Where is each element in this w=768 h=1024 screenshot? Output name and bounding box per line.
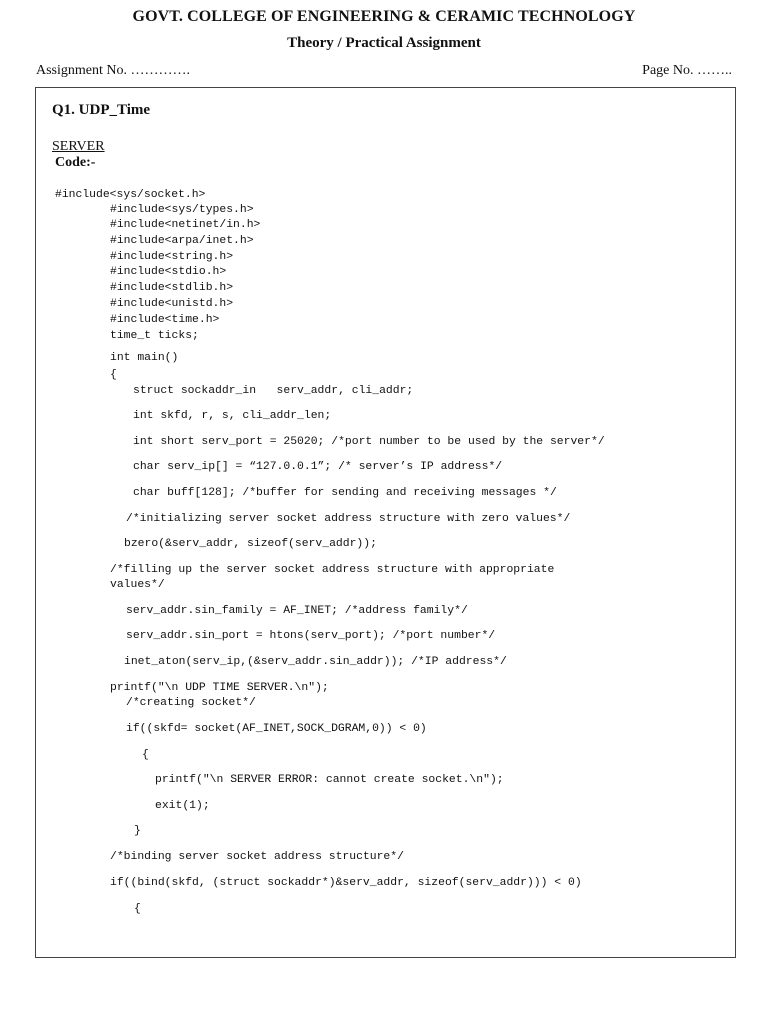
code-line: inet_aton(serv_ip,(&serv_addr.sin_addr)); /*IP address*/ (124, 656, 507, 668)
code-line: #include<string.h> (110, 251, 234, 263)
code-line: struct sockaddr_in serv_addr, cli_addr; (133, 385, 414, 397)
code-line: serv_addr.sin_family = AF_INET; /*address family*/ (126, 605, 468, 617)
code-line: #include<netinet/in.h> (110, 219, 261, 231)
question-title: Q1. UDP_Time (52, 102, 151, 118)
code-line: printf("\n UDP TIME SERVER.\n"); (110, 682, 329, 694)
page-number: Page No. …….. (642, 63, 732, 78)
code-line: #include<arpa/inet.h> (110, 235, 254, 247)
code-line: time_t ticks; (110, 330, 199, 342)
code-line: char buff[128]; /*buffer for sending and receiving messages */ (133, 487, 557, 499)
code-line: bzero(&serv_addr, sizeof(serv_addr)); (124, 538, 377, 550)
section-heading: SERVER (52, 139, 105, 154)
code-line: int short serv_port = 25020; /*port number to be used by the server*/ (133, 436, 605, 448)
code-line: { (134, 903, 141, 915)
code-line: { (110, 369, 117, 381)
code-line: printf("\n SERVER ERROR: cannot create socket.\n"); (155, 774, 504, 786)
code-line: /*creating socket*/ (126, 697, 256, 709)
college-title: GOVT. COLLEGE OF ENGINEERING & CERAMIC TECHNOLOGY (132, 8, 636, 25)
code-label: Code:- (55, 155, 96, 170)
code-line: } (134, 825, 141, 837)
code-line: #include<stdlib.h> (110, 282, 234, 294)
code-line: #include<sys/socket.h> (55, 189, 206, 201)
code-line: /*binding server socket address structure*/ (110, 851, 404, 863)
assignment-number: Assignment No. …………. (36, 63, 190, 78)
code-line: char serv_ip[] = “127.0.0.1”; /* server’s IP address*/ (133, 461, 503, 473)
assignment-type: Theory / Practical Assignment (287, 35, 481, 51)
code-line: values*/ (110, 579, 165, 591)
code-line: #include<stdio.h> (110, 266, 227, 278)
code-line: exit(1); (155, 800, 210, 812)
code-line: int skfd, r, s, cli_addr_len; (133, 410, 332, 422)
code-line: #include<sys/types.h> (110, 204, 254, 216)
code-line: int main() (110, 352, 179, 364)
code-line: /*initializing server socket address structure with zero values*/ (126, 513, 571, 525)
code-line: { (142, 749, 149, 761)
code-line: if((skfd= socket(AF_INET,SOCK_DGRAM,0)) < 0) (126, 723, 427, 735)
code-line: #include<time.h> (110, 314, 220, 326)
code-line: if((bind(skfd, (struct sockaddr*)&serv_addr, sizeof(serv_addr))) < 0) (110, 877, 582, 889)
code-line: #include<unistd.h> (110, 298, 234, 310)
code-line: /*filling up the server socket address structure with appropriate (110, 564, 555, 576)
code-line: serv_addr.sin_port = htons(serv_port); /*port number*/ (126, 630, 496, 642)
